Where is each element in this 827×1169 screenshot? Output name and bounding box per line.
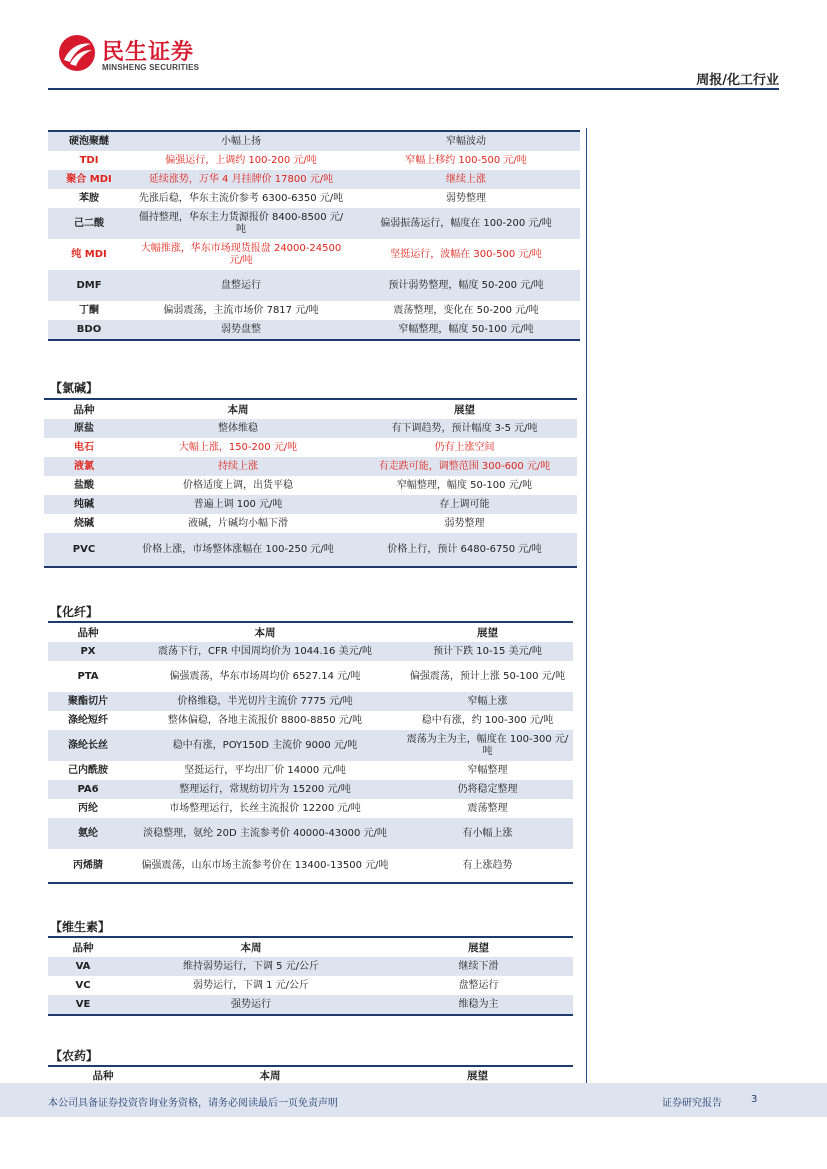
col-header-name: 品种 [48, 622, 128, 642]
table-row [48, 208, 580, 239]
cell-outlook: 稳中有涨，约 100-300 元/吨 [421, 714, 554, 726]
logo-english-name: MINSHENG SECURITIES [102, 63, 200, 72]
cell-outlook: 震荡整理 [467, 802, 508, 814]
cell-current: 震荡下行，CFR 中国周均价为 1044.16 美元/吨 [128, 642, 402, 661]
section-title-pesticide: 【农药】 [50, 1049, 99, 1063]
cell-outlook: 继续上涨 [352, 170, 580, 189]
cell-current: 强势运行 [118, 995, 384, 1015]
footer-report-label: 证券研究报告 [662, 1098, 722, 1109]
col-header-outlook: 展望 [352, 399, 577, 419]
col-header-current: 本周 [158, 1066, 382, 1085]
table-row [44, 476, 577, 495]
cell-current: 整理运行，常规纺切片为 15200 元/吨 [128, 780, 402, 799]
cell-name: 苯胺 [79, 192, 99, 204]
cell-outlook: 坚挺运行，波幅在 300-500 元/吨 [390, 248, 542, 260]
cell-name: PA6 [48, 780, 128, 799]
cell-outlook: 存上调可能 [352, 495, 577, 514]
cell-outlook: 有上涨趋势 [402, 849, 573, 883]
cell-name: 原盐 [44, 419, 124, 438]
cell-current: 整体维稳 [124, 419, 352, 438]
cell-outlook: 维稳为主 [384, 995, 573, 1015]
col-header-outlook: 展望 [384, 937, 573, 957]
cell-current: 小幅上扬 [130, 131, 352, 151]
cell-name: PTA [77, 670, 99, 682]
cell-current: 市场整理运行，长丝主流报价 12200 元/吨 [169, 802, 361, 814]
cell-name: TDI [79, 154, 99, 166]
cell-outlook: 窄幅整理 [467, 764, 508, 776]
table-row [44, 533, 577, 567]
cell-outlook: 偏弱振荡运行，幅度在 100-200 元/吨 [352, 208, 580, 239]
cell-name: 聚合 MDI [48, 170, 130, 189]
cell-name: 烧碱 [74, 517, 94, 529]
cell-name: 纯 MDI [71, 248, 107, 260]
table-row [48, 818, 573, 849]
cell-outlook: 仍有上涨空间 [434, 441, 495, 453]
cell-name: 涤纶长丝 [48, 730, 128, 761]
cell-current: 弱势盘整 [130, 320, 352, 340]
table-row [44, 495, 577, 514]
cell-name: 电石 [74, 441, 94, 453]
column-divider [586, 128, 587, 1088]
col-header-current: 本周 [118, 937, 384, 957]
cell-name: 丙纶 [78, 802, 98, 814]
table-row [44, 514, 577, 533]
table-row [48, 239, 580, 270]
cell-name: 己内酰胺 [68, 764, 108, 776]
cell-current: 弱势运行，下调 1 元/公斤 [192, 979, 310, 991]
cell-name: 硬泡聚醚 [48, 131, 130, 151]
cell-name: 丙烯腈 [48, 849, 128, 883]
cell-name: DMF [48, 270, 130, 301]
table-row [44, 419, 577, 438]
table-row [48, 661, 573, 692]
report-type: 周报/化工行业 [696, 73, 779, 88]
table-row [48, 189, 580, 208]
page-number: 3 [751, 1094, 758, 1105]
cell-outlook: 有下调趋势，预计幅度 3-5 元/吨 [352, 419, 577, 438]
cell-name: 液氯 [44, 457, 124, 476]
cell-current: 液碱，片碱均小幅下滑 [188, 517, 288, 529]
cell-current: 淡稳整理，氨纶 20D 主流参考价 40000-43000 元/吨 [128, 818, 402, 849]
table-row [48, 692, 573, 711]
cell-current: 坚挺运行，平均出厂价 14000 元/吨 [184, 764, 346, 776]
cell-current: 偏弱震荡，主流市场价 7817 元/吨 [163, 304, 319, 316]
cell-name: 涤纶短纤 [68, 714, 108, 726]
cell-current: 整体偏稳，各地主流报价 8800-8850 元/吨 [167, 714, 363, 726]
table-row [48, 320, 580, 340]
cell-outlook: 震荡为主为主，幅度在 100-300 元/吨 [402, 730, 573, 761]
pesticide-table [48, 1065, 573, 1085]
table-row [48, 849, 573, 883]
table-row [44, 438, 577, 457]
cell-name: 氨纶 [48, 818, 128, 849]
cell-name: PX [48, 642, 128, 661]
cell-outlook: 仍将稳定整理 [402, 780, 573, 799]
cell-current: 价格上涨，市场整体涨幅在 100-250 元/吨 [124, 533, 352, 567]
cell-current: 大幅上涨，150-200 元/吨 [178, 441, 298, 453]
col-header-name: 品种 [44, 399, 124, 419]
section-title-chlor-alkali: 【氯碱】 [50, 381, 99, 395]
page-footer [0, 1083, 827, 1117]
cell-current: 普遍上调 100 元/吨 [124, 495, 352, 514]
table-row [48, 642, 573, 661]
table-row [44, 457, 577, 476]
cell-current: 偏强震荡，华东市场周均价 6527.14 元/吨 [169, 670, 361, 682]
cell-current: 僵持整理，华东主力货源报价 8400-8500 元/吨 [130, 208, 352, 239]
col-header-current: 本周 [124, 399, 352, 419]
table-row [48, 151, 580, 170]
col-header-name: 品种 [48, 937, 118, 957]
minsheng-logo-icon [58, 34, 96, 72]
table-row [48, 799, 573, 818]
cell-outlook: 窄幅整理，幅度 50-100 元/吨 [352, 320, 580, 340]
cell-name: VA [48, 957, 118, 976]
cell-outlook: 弱势整理 [446, 192, 486, 204]
cell-current: 延续涨势，万华 4 月挂牌价 17800 元/吨 [130, 170, 352, 189]
cell-outlook: 预计弱势整理，幅度 50-200 元/吨 [352, 270, 580, 301]
col-header-outlook: 展望 [402, 622, 573, 642]
company-logo [58, 34, 228, 78]
cell-current: 盘整运行 [130, 270, 352, 301]
cell-name: 丁酮 [79, 304, 99, 316]
cell-outlook: 窄幅上移约 100-500 元/吨 [405, 154, 527, 166]
col-header-current: 本周 [128, 622, 402, 642]
cell-outlook: 窄幅波动 [352, 131, 580, 151]
cell-name: 纯碱 [44, 495, 124, 514]
table-row [48, 711, 573, 730]
table-row [48, 995, 573, 1015]
cell-name: PVC [44, 533, 124, 567]
cell-outlook: 预计下跌 10-15 美元/吨 [402, 642, 573, 661]
cell-outlook: 盘整运行 [458, 979, 499, 991]
cell-current: 偏强运行，上调约 100-200 元/吨 [165, 154, 317, 166]
table-row [48, 957, 573, 976]
cell-name: 盐酸 [74, 479, 94, 491]
table-row [48, 131, 580, 151]
cell-current: 维持弱势运行，下调 5 元/公斤 [118, 957, 384, 976]
cell-outlook: 窄幅上涨 [402, 692, 573, 711]
col-header-name: 品种 [48, 1066, 158, 1085]
header-divider [48, 88, 779, 90]
cell-current: 先涨后稳，华东主流价参考 6300-6350 元/吨 [138, 192, 344, 204]
cell-name: VC [75, 979, 91, 991]
polyurethane-table [48, 130, 580, 341]
cell-outlook: 偏强震荡，预计上涨 50-100 元/吨 [409, 670, 566, 682]
cell-current: 价格适度上调，出货平稳 [183, 479, 293, 491]
cell-outlook: 继续下滑 [384, 957, 573, 976]
page-header [0, 0, 827, 96]
table-row [48, 301, 580, 320]
footer-disclaimer: 本公司具备证券投资咨询业务资格，请务必阅读最后一页免责声明 [48, 1098, 338, 1109]
table-row [48, 170, 580, 189]
cell-outlook: 窄幅整理，幅度 50-100 元/吨 [396, 479, 533, 491]
cell-outlook: 价格上行，预计 6480-6750 元/吨 [352, 533, 577, 567]
cell-current: 持续上涨 [124, 457, 352, 476]
cell-name: BDO [48, 320, 130, 340]
cell-outlook: 有小幅上涨 [402, 818, 573, 849]
cell-current: 偏强震荡，山东市场主流参考价在 13400-13500 元/吨 [128, 849, 402, 883]
table-row [48, 730, 573, 761]
chlor-alkali-table [44, 398, 577, 568]
section-title-vitamin: 【维生素】 [50, 920, 111, 934]
vitamin-table [48, 936, 573, 1016]
cell-name: VE [48, 995, 118, 1015]
section-title-chemical-fiber: 【化纤】 [50, 605, 99, 619]
cell-outlook: 有走跌可能，调整范围 300-600 元/吨 [352, 457, 577, 476]
cell-outlook: 震荡整理，变化在 50-200 元/吨 [393, 304, 539, 316]
cell-name: 聚酯切片 [48, 692, 128, 711]
cell-outlook: 弱势整理 [444, 517, 485, 529]
table-row [48, 976, 573, 995]
logo-chinese-name: 民生证券 [102, 40, 195, 65]
cell-current: 价格维稳，半光切片主流价 7775 元/吨 [128, 692, 402, 711]
table-row [48, 270, 580, 301]
table-row [48, 761, 573, 780]
col-header-outlook: 展望 [382, 1066, 573, 1085]
cell-name: 己二酸 [48, 208, 130, 239]
table-row [48, 780, 573, 799]
chemical-fiber-table [48, 621, 573, 884]
cell-current: 大幅推涨，华东市场现货报盘 24000-24500 元/吨 [140, 242, 342, 266]
cell-current: 稳中有涨，POY150D 主流价 9000 元/吨 [128, 730, 402, 761]
